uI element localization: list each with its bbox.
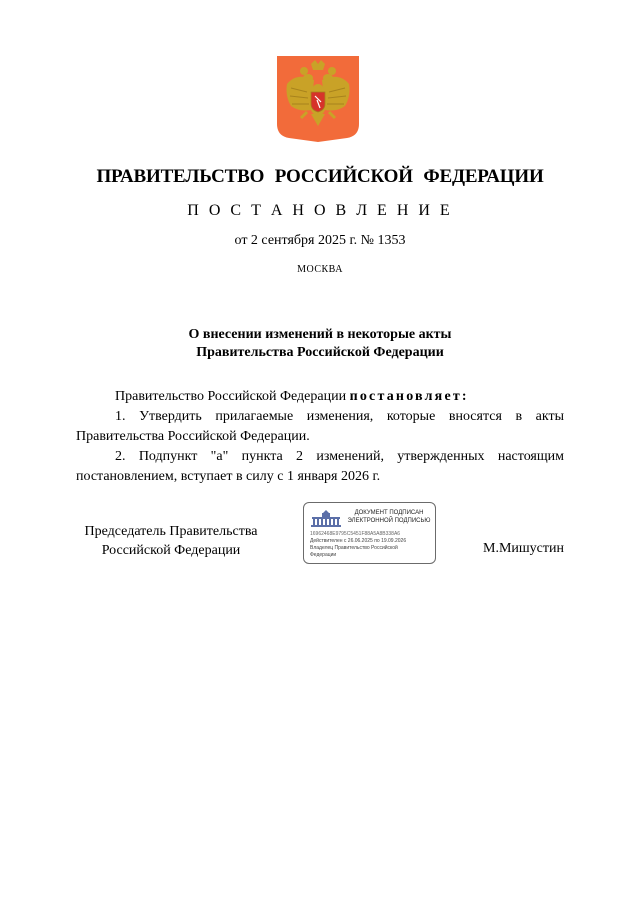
coat-of-arms-icon [277,56,359,142]
decree-item-1: 1. Утвердить прилагаемые изменения, которые вносятся в акты Правительства Российской Федерации. [76,409,564,444]
signatory-position [76,522,266,560]
subject-line-2: Правительства Российской Федерации [196,345,444,360]
stamp-owner-line-1: Владелец Правительство Российской [310,545,398,551]
government-building-icon [309,509,343,527]
document-date-number: от 2 сентября 2025 г. № 1353 [234,233,406,248]
decree-intro [76,387,564,407]
document-type: П О С Т А Н О В Л Е Н И Е [187,202,453,219]
organization-title: ПРАВИТЕЛЬСТВО РОССИЙСКОЙ ФЕДЕРАЦИИ [96,166,544,187]
stamp-validity: Действителен с 26.06.2025 по 19.09.2026 [310,538,407,544]
electronic-signature-stamp [303,502,436,564]
decree-word: постановляет: [349,389,469,404]
document-city: МОСКВА [297,264,343,275]
stamp-title-line-2: ЭЛЕКТРОННОЙ ПОДПИСЬЮ [347,518,431,524]
document-subject [0,326,640,362]
position-line-1: Председатель Правительства [84,524,258,539]
stamp-title-line-1: ДОКУМЕНТ ПОДПИСАН [354,510,424,516]
subject-line-1: О внесении изменений в некоторые акты [188,327,452,342]
signatory-name: М.Мишустин [483,541,564,556]
stamp-title [344,509,434,525]
decree-intro-text: Правительство Российской Федерации [115,389,350,404]
stamp-certificate: 16962468E9795C5451F88A5A8B338A6 [310,531,401,537]
stamp-owner-line-2: Федерации [310,552,337,558]
position-line-2: Российской Федерации [101,543,241,558]
stamp-details [310,531,434,559]
decree-item-2: 2. Подпункт "а" пункта 2 изменений, утвержденных настоящим постановлением, вступает в силу с 1 января 2026 г. [76,449,564,484]
